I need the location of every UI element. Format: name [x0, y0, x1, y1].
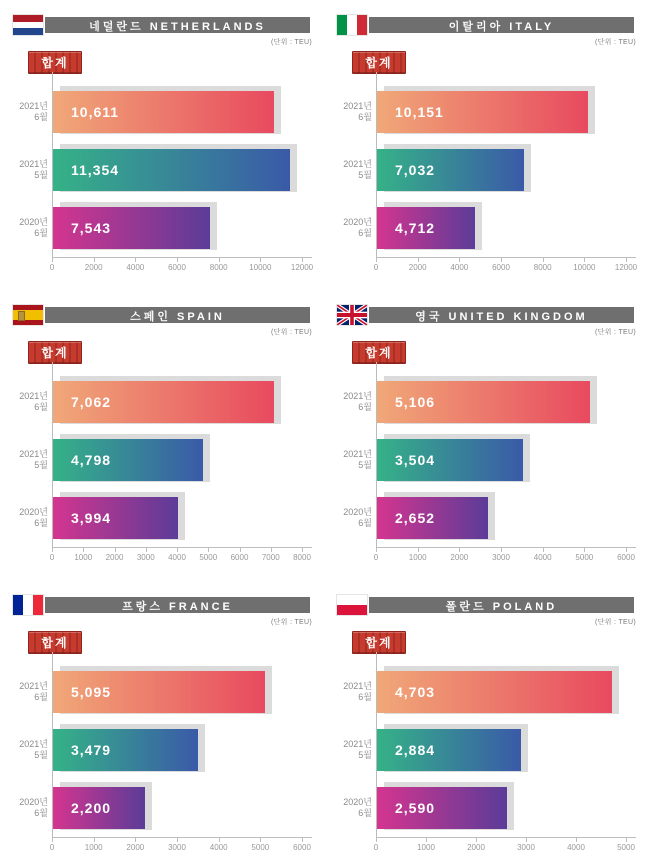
x-axis-tick-label: 6000	[230, 553, 249, 562]
category-label	[334, 159, 372, 181]
category-label	[10, 217, 48, 239]
bar-value-label: 5,095	[71, 684, 112, 700]
bar-2021년-6월	[377, 381, 590, 423]
x-axis-tick	[177, 838, 178, 842]
bar-value-label: 11,354	[71, 162, 120, 178]
x-axis-tick	[501, 258, 502, 262]
bar-2020년-6월	[53, 787, 145, 829]
chart-title-bar	[369, 307, 634, 323]
bar-2021년-5월	[377, 439, 523, 481]
country-chart-italy	[332, 0, 644, 286]
category-label	[334, 101, 372, 123]
category-label-line: 2021년	[343, 101, 372, 111]
x-axis-tick	[52, 258, 53, 262]
country-chart-spain	[8, 290, 320, 576]
unit-label: (단위 : TEU)	[594, 619, 636, 626]
category-label-line: 2021년	[343, 391, 372, 401]
flag-stripe	[13, 22, 43, 29]
category-label-line: 5월	[34, 750, 48, 760]
category-label-line: 5월	[358, 460, 372, 470]
x-axis-tick	[376, 838, 377, 842]
x-axis-tick	[418, 258, 419, 262]
category-label	[334, 739, 372, 761]
x-axis-tick-label: 4000	[126, 263, 145, 272]
x-axis-tick	[376, 548, 377, 552]
x-axis-tick	[626, 548, 627, 552]
total-badge: 합계	[352, 341, 406, 364]
x-axis-tick	[418, 548, 419, 552]
category-label-line: 2020년	[343, 217, 372, 227]
bar-2021년-5월	[377, 729, 521, 771]
bar-value-label: 2,652	[395, 510, 436, 526]
flag-stripe	[13, 28, 43, 35]
x-axis-tick	[501, 548, 502, 552]
bar-2021년-5월	[53, 149, 290, 191]
category-label-line: 2021년	[19, 681, 48, 691]
x-axis-tick-label: 12000	[614, 263, 638, 272]
category-label-line: 2021년	[19, 159, 48, 169]
flag-stripe	[347, 15, 357, 35]
total-badge: 합계	[28, 51, 82, 74]
x-axis-tick-label: 5000	[617, 843, 635, 852]
chart-title: 이탈리아 ITALY	[448, 21, 555, 33]
x-axis-tick	[459, 548, 460, 552]
x-axis-tick	[476, 838, 477, 842]
x-axis-tick-label: 7000	[261, 553, 280, 562]
bar-value-label: 5,106	[395, 394, 436, 410]
category-label-line: 6월	[358, 692, 372, 702]
category-label-line: 2021년	[343, 159, 372, 169]
x-axis-tick-label: 2000	[450, 553, 469, 562]
bar-value-label: 3,504	[395, 452, 436, 468]
total-badge: 합계	[28, 341, 82, 364]
category-label-line: 5월	[34, 170, 48, 180]
bar-2020년-6월	[377, 497, 488, 539]
spain-flag-icon	[13, 305, 43, 325]
category-label	[10, 507, 48, 529]
category-label-line: 5월	[358, 170, 372, 180]
x-axis-tick	[260, 258, 261, 262]
unit-label: (단위 : TEU)	[270, 329, 312, 336]
x-axis-tick-label: 4000	[533, 553, 552, 562]
x-axis-tick-label: 6000	[617, 553, 635, 562]
x-axis-tick	[52, 548, 53, 552]
chart-title-bar	[45, 597, 310, 613]
x-axis-tick	[135, 838, 136, 842]
x-axis-tick-label: 2000	[105, 553, 124, 562]
x-axis-tick	[208, 548, 209, 552]
category-label-line: 2021년	[343, 449, 372, 459]
category-label-line: 6월	[34, 402, 48, 412]
country-chart-poland	[332, 580, 644, 859]
category-label-line: 2020년	[343, 507, 372, 517]
x-axis-tick	[302, 838, 303, 842]
category-label-line: 2021년	[19, 449, 48, 459]
bar-2020년-6월	[377, 787, 507, 829]
x-axis-tick	[302, 548, 303, 552]
x-axis-tick	[459, 258, 460, 262]
flag-stripe	[13, 595, 23, 615]
category-label	[10, 797, 48, 819]
category-label-line: 6월	[358, 808, 372, 818]
category-label	[10, 101, 48, 123]
bar-value-label: 4,712	[395, 220, 436, 236]
chart-title-bar	[369, 597, 634, 613]
category-label-line: 6월	[358, 402, 372, 412]
x-axis-tick	[260, 838, 261, 842]
category-label-line: 6월	[34, 692, 48, 702]
italy-flag-icon	[337, 15, 367, 35]
bar-value-label: 2,590	[395, 800, 436, 816]
bar-2020년-6월	[53, 207, 210, 249]
x-axis-tick-label: 1000	[408, 553, 427, 562]
category-label	[334, 797, 372, 819]
x-axis-tick-label: 5000	[199, 553, 218, 562]
x-axis-line	[52, 837, 312, 838]
chart-title: 네덜란드 NETHERLANDS	[89, 21, 266, 33]
x-axis-line	[376, 257, 636, 258]
x-axis-tick-label: 1000	[417, 843, 435, 852]
category-label-line: 2021년	[343, 739, 372, 749]
x-axis-tick-label: 3000	[168, 843, 186, 852]
category-label-line: 6월	[358, 112, 372, 122]
category-label	[10, 681, 48, 703]
category-label-line: 6월	[34, 112, 48, 122]
category-label-line: 2021년	[19, 739, 48, 749]
bar-2020년-6월	[53, 497, 178, 539]
category-label	[10, 449, 48, 471]
category-label	[334, 681, 372, 703]
bar-2021년-6월	[53, 381, 274, 423]
x-axis-tick	[83, 548, 84, 552]
x-axis-tick	[376, 258, 377, 262]
x-axis-tick-label: 8000	[533, 263, 552, 272]
category-label	[334, 217, 372, 239]
flag-stripe	[337, 605, 367, 615]
x-axis-tick-label: 1000	[74, 553, 93, 562]
category-label	[334, 449, 372, 471]
x-axis-tick-label: 4000	[209, 843, 228, 852]
x-axis-tick	[177, 258, 178, 262]
bar-value-label: 3,994	[71, 510, 112, 526]
x-axis-tick-label: 10000	[249, 263, 272, 272]
chart-title-bar	[369, 17, 634, 33]
x-axis-tick-label: 0	[373, 263, 379, 272]
chart-title: 프랑스 FRANCE	[122, 601, 233, 613]
chart-title: 영국 UNITED KINGDOM	[415, 311, 588, 323]
chart-title: 스페인 SPAIN	[130, 311, 225, 323]
france-flag-icon	[13, 595, 43, 615]
x-axis-tick-label: 0	[49, 843, 55, 852]
bar-2021년-5월	[53, 439, 203, 481]
flag-stripe	[33, 595, 43, 615]
bar-2021년-5월	[377, 149, 524, 191]
bar-value-label: 7,032	[395, 162, 436, 178]
category-label	[10, 739, 48, 761]
category-label	[334, 507, 372, 529]
category-label-line: 6월	[34, 228, 48, 238]
category-label	[334, 391, 372, 413]
poland-flag-icon	[337, 595, 367, 615]
x-axis-tick-label: 4000	[450, 263, 469, 272]
category-label-line: 5월	[358, 750, 372, 760]
category-label-line: 2021년	[19, 101, 48, 111]
flag-stripe	[337, 15, 347, 35]
x-axis-line	[376, 837, 636, 838]
x-axis-tick	[219, 838, 220, 842]
x-axis-tick	[146, 548, 147, 552]
country-chart-france	[8, 580, 320, 859]
x-axis-line	[52, 547, 312, 548]
total-badge: 합계	[352, 51, 406, 74]
category-label-line: 2020년	[343, 797, 372, 807]
x-axis-tick-label: 0	[49, 263, 55, 272]
x-axis-line	[376, 547, 636, 548]
bar-value-label: 10,611	[71, 104, 120, 120]
x-axis-tick	[219, 258, 220, 262]
country-chart-netherlands	[8, 0, 320, 286]
x-axis-tick-label: 3000	[492, 553, 510, 562]
category-label-line: 6월	[34, 808, 48, 818]
unit-label: (단위 : TEU)	[594, 39, 636, 46]
total-badge: 합계	[28, 631, 82, 654]
x-axis-tick-label: 3000	[136, 553, 155, 562]
x-axis-tick	[271, 548, 272, 552]
x-axis-tick-label: 6000	[492, 263, 510, 272]
category-label	[10, 159, 48, 181]
category-label-line: 6월	[358, 518, 372, 528]
x-axis-tick	[626, 838, 627, 842]
x-axis-tick	[584, 548, 585, 552]
bar-value-label: 7,543	[71, 220, 112, 236]
x-axis-tick	[543, 258, 544, 262]
category-label-line: 2020년	[19, 507, 48, 517]
bar-value-label: 4,703	[395, 684, 436, 700]
category-label-line: 5월	[34, 460, 48, 470]
category-label-line: 6월	[34, 518, 48, 528]
united-kingdom-flag-icon	[337, 305, 367, 325]
x-axis-tick-label: 0	[49, 553, 55, 562]
x-axis-tick-label: 3000	[517, 843, 535, 852]
total-badge: 합계	[352, 631, 406, 654]
chart-title: 폴란드 POLAND	[445, 601, 558, 613]
bar-2021년-5월	[53, 729, 198, 771]
unit-label: (단위 : TEU)	[594, 329, 636, 336]
bar-2021년-6월	[377, 671, 612, 713]
x-axis-tick	[576, 838, 577, 842]
x-axis-tick	[135, 258, 136, 262]
spain-coat-of-arms	[18, 311, 25, 321]
x-axis-tick-label: 4000	[567, 843, 585, 852]
x-axis-tick-label: 2000	[467, 843, 485, 852]
x-axis-tick	[543, 548, 544, 552]
flag-stripe	[23, 595, 33, 615]
country-chart-united-kingdom	[332, 290, 644, 576]
x-axis-tick-label: 2000	[126, 843, 145, 852]
x-axis-tick	[426, 838, 427, 842]
x-axis-line	[52, 257, 312, 258]
flag-stripe	[13, 15, 43, 22]
x-axis-tick-label: 0	[373, 553, 379, 562]
x-axis-tick	[94, 258, 95, 262]
x-axis-tick	[52, 838, 53, 842]
bar-2021년-6월	[53, 671, 265, 713]
x-axis-tick-label: 1000	[84, 843, 103, 852]
x-axis-tick	[240, 548, 241, 552]
x-axis-tick	[115, 548, 116, 552]
x-axis-tick-label: 10000	[573, 263, 596, 272]
x-axis-tick-label: 6000	[168, 263, 186, 272]
x-axis-tick	[626, 258, 627, 262]
netherlands-flag-icon	[13, 15, 43, 35]
x-axis-tick-label: 6000	[293, 843, 311, 852]
x-axis-tick-label: 5000	[575, 553, 594, 562]
flag-stripe	[357, 15, 367, 35]
bar-2021년-6월	[53, 91, 274, 133]
bar-2021년-6월	[377, 91, 588, 133]
x-axis-tick-label: 12000	[290, 263, 314, 272]
bar-value-label: 7,062	[71, 394, 112, 410]
x-axis-tick-label: 2000	[84, 263, 103, 272]
x-axis-tick-label: 8000	[293, 553, 311, 562]
bar-value-label: 3,479	[71, 742, 112, 758]
category-label-line: 2020년	[19, 797, 48, 807]
x-axis-tick	[526, 838, 527, 842]
x-axis-tick	[584, 258, 585, 262]
bar-value-label: 2,884	[395, 742, 436, 758]
chart-title-bar	[45, 307, 310, 323]
category-label-line: 2021년	[343, 681, 372, 691]
x-axis-tick	[94, 838, 95, 842]
category-label	[10, 391, 48, 413]
x-axis-tick-label: 2000	[408, 263, 427, 272]
bar-value-label: 4,798	[71, 452, 112, 468]
x-axis-tick	[302, 258, 303, 262]
category-label-line: 2020년	[19, 217, 48, 227]
category-label-line: 6월	[358, 228, 372, 238]
x-axis-tick	[177, 548, 178, 552]
x-axis-tick-label: 0	[373, 843, 379, 852]
unit-label: (단위 : TEU)	[270, 619, 312, 626]
chart-title-bar	[45, 17, 310, 33]
category-label-line: 2021년	[19, 391, 48, 401]
bar-value-label: 2,200	[71, 800, 112, 816]
x-axis-tick-label: 5000	[251, 843, 270, 852]
bar-2020년-6월	[377, 207, 475, 249]
x-axis-tick-label: 4000	[168, 553, 186, 562]
flag-stripe	[337, 595, 367, 605]
bar-value-label: 10,151	[395, 104, 444, 120]
unit-label: (단위 : TEU)	[270, 39, 312, 46]
x-axis-tick-label: 8000	[209, 263, 228, 272]
